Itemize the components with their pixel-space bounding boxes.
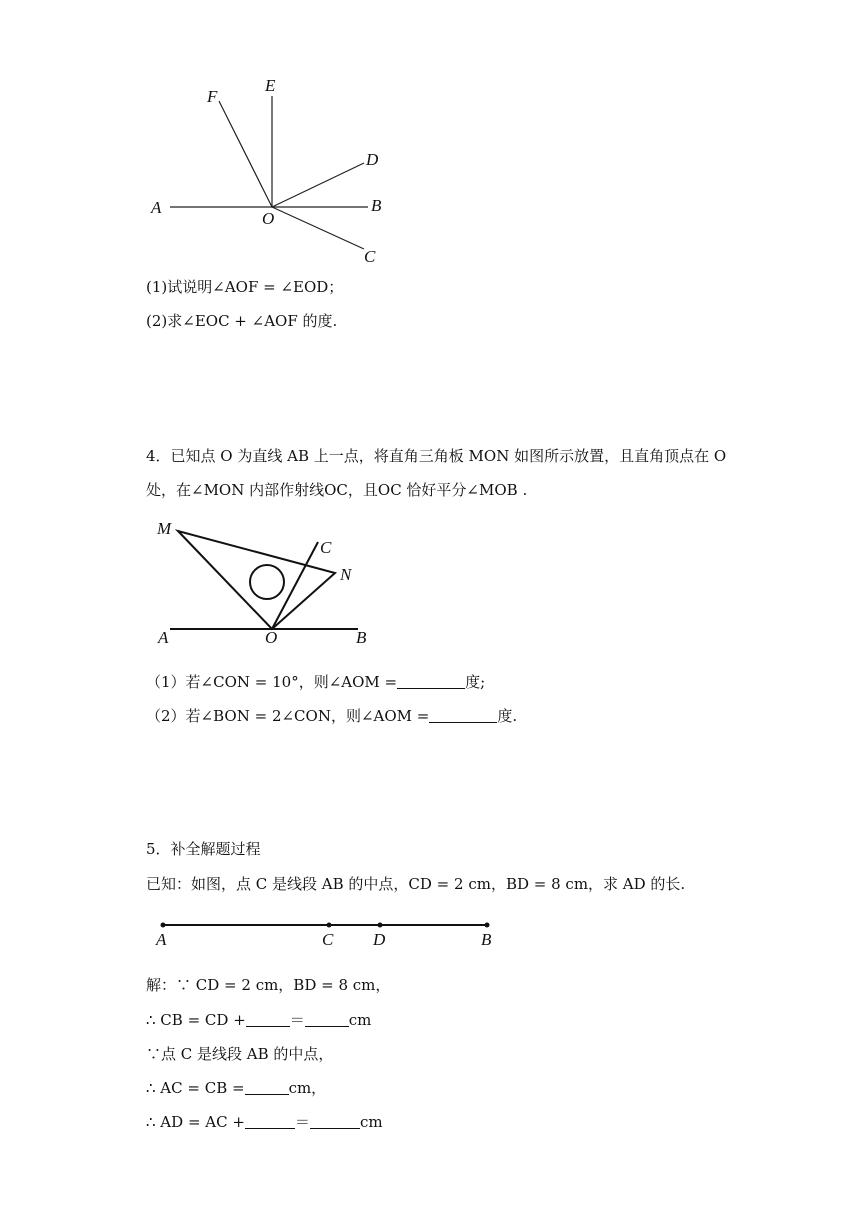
figure-segment (0, 910, 860, 960)
q5-step4-text: ∴ AC = CB = (146, 1079, 245, 1097)
q5-step1: 解：∵ CD = 2 cm，BD = 8 cm， (146, 976, 391, 994)
q5-step3: ∵点 C 是线段 AB 的中点， (146, 1045, 334, 1063)
label-a: A (151, 198, 162, 217)
q3-part2: (2)求∠EOC + ∠AOF 的度. (146, 312, 338, 330)
point-b (485, 923, 490, 928)
q5-step5-text: ∴ AD = AC + (146, 1113, 245, 1131)
q5-step5-blank1[interactable] (245, 1113, 295, 1129)
figure-set-square (0, 515, 860, 655)
ray-oc-fig2 (272, 542, 318, 629)
q4-part1 (146, 671, 485, 692)
label-f: F (207, 87, 218, 106)
q5-step5-blank2[interactable] (310, 1113, 360, 1129)
label-o2: O (265, 628, 278, 647)
q5-step2-blank1[interactable] (246, 1011, 290, 1027)
q5-step5-eq: ＝ (294, 1113, 310, 1131)
label-d: D (366, 150, 379, 169)
triangle-mon (178, 531, 335, 629)
q4-part2-unit: 度. (497, 707, 518, 725)
ray-oc (272, 207, 364, 249)
q4-part1-unit: 度; (465, 673, 486, 691)
q4-part1-text: （1）若∠CON = 10°，则∠AOM = (146, 673, 398, 691)
label-b3: B (481, 930, 492, 949)
q4-part2 (146, 705, 517, 726)
point-d (378, 923, 383, 928)
q4-part2-text: （2）若∠BON = 2∠CON，则∠AOM = (146, 707, 430, 725)
q5-step4-unit: cm， (288, 1079, 327, 1097)
label-e: E (265, 76, 276, 95)
q4-stem-line2: 处，在∠MON 内部作射线OC，且OC 恰好平分∠MOB . (146, 481, 528, 499)
q5-step5 (146, 1111, 383, 1132)
label-c: C (364, 247, 376, 266)
q5-step2-unit: cm (348, 1011, 372, 1029)
q5-step2-eq: ＝ (289, 1011, 305, 1029)
q4-part2-blank[interactable] (429, 707, 497, 723)
point-c (327, 923, 332, 928)
ray-of (219, 101, 272, 207)
q5-given: 已知：如图，点 C 是线段 AB 的中点，CD = 2 cm，BD = 8 cm，求 AD 的长. (146, 875, 686, 893)
q5-step2-text: ∴ CB = CD + (146, 1011, 246, 1029)
figure-rays (0, 0, 860, 280)
label-a2: A (158, 628, 169, 647)
point-a (161, 923, 166, 928)
triangle-hole (250, 565, 284, 599)
q4-part1-blank[interactable] (397, 673, 465, 689)
label-n: N (340, 565, 352, 584)
label-c3: C (322, 930, 334, 949)
ray-od (272, 163, 364, 207)
label-c2: C (320, 538, 332, 557)
q5-step4 (146, 1077, 326, 1098)
label-m: M (157, 519, 172, 538)
q5-step4-blank[interactable] (245, 1079, 289, 1095)
label-a3: A (156, 930, 167, 949)
q5-title: 5．补全解题过程 (146, 840, 261, 858)
label-b2: B (356, 628, 367, 647)
q5-step2 (146, 1009, 371, 1030)
label-d3: D (373, 930, 386, 949)
label-b: B (371, 196, 382, 215)
q5-step5-unit: cm (359, 1113, 383, 1131)
q3-part1: (1)试说明∠AOF = ∠EOD； (146, 278, 344, 296)
label-o: O (262, 209, 275, 228)
q5-step2-blank2[interactable] (305, 1011, 349, 1027)
q4-stem-line1: 4．已知点 O 为直线 AB 上一点，将直角三角板 MON 如图所示放置，且直角顶点在 O (146, 447, 727, 465)
